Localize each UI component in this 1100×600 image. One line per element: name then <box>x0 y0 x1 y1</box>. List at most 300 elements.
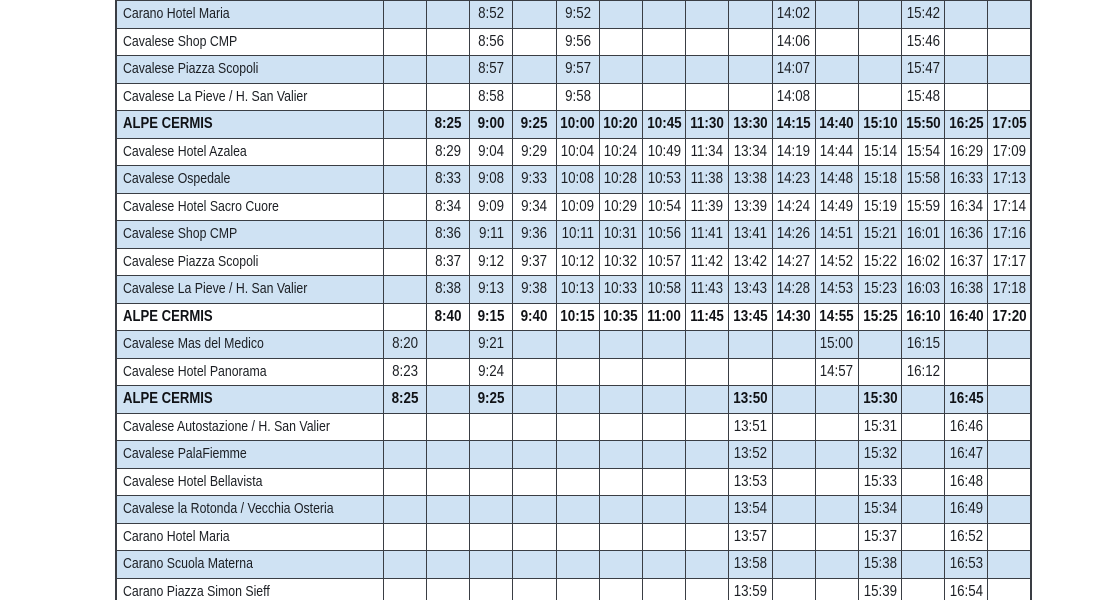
time-cell <box>729 138 772 166</box>
time-cell <box>815 413 858 441</box>
departure-time: 9:24 <box>478 362 505 380</box>
departure-time: 16:15 <box>906 335 940 352</box>
stop-name-cell <box>116 138 383 166</box>
stop-row <box>116 468 1031 496</box>
time-cell <box>988 138 1031 166</box>
time-cell <box>988 413 1031 441</box>
departure-time: 9:40 <box>521 307 548 325</box>
time-cell <box>945 138 988 166</box>
time-cell <box>772 0 815 28</box>
time-cell <box>686 551 729 579</box>
departure-time: 14:49 <box>820 197 854 215</box>
time-cell <box>815 83 858 111</box>
time-cell <box>945 221 988 249</box>
time-cell <box>945 441 988 469</box>
time-cell <box>686 331 729 359</box>
time-cell <box>729 496 772 524</box>
time-cell <box>599 578 642 600</box>
time-cell <box>556 166 599 194</box>
departure-time: 10:32 <box>604 252 638 270</box>
time-cell <box>988 468 1031 496</box>
time-cell <box>988 551 1031 579</box>
departure-time: 10:11 <box>561 225 594 242</box>
departure-time: 13:34 <box>733 142 768 160</box>
departure-time: 10:09 <box>560 197 595 215</box>
time-cell <box>427 0 470 28</box>
time-cell <box>642 578 685 600</box>
time-cell <box>599 386 642 414</box>
stop-name-cell <box>116 28 383 56</box>
time-cell <box>858 276 901 304</box>
stop-name-cell <box>116 358 383 386</box>
departure-time: 16:34 <box>949 197 984 215</box>
departure-time: 17:17 <box>992 252 1026 270</box>
time-cell <box>599 468 642 496</box>
time-cell <box>945 111 988 139</box>
time-cell <box>642 358 685 386</box>
time-cell <box>383 28 426 56</box>
time-cell <box>599 193 642 221</box>
departure-time: 16:02 <box>906 252 940 270</box>
time-cell <box>427 56 470 84</box>
stop-row <box>116 578 1031 600</box>
departure-time: 9:25 <box>521 115 548 132</box>
departure-time: 15:34 <box>863 500 897 517</box>
time-cell <box>945 166 988 194</box>
stop-name: Cavalese Hotel Bellavista <box>123 472 263 490</box>
time-cell <box>945 496 988 524</box>
time-cell <box>427 248 470 276</box>
time-cell <box>729 523 772 551</box>
departure-time: 15:58 <box>906 170 940 187</box>
time-cell <box>556 468 599 496</box>
time-cell <box>513 468 556 496</box>
time-cell <box>902 496 945 524</box>
departure-time: 15:18 <box>863 170 897 187</box>
stop-name: Cavalese la Rotonda / Vecchia Osteria <box>123 500 334 517</box>
departure-time: 9:21 <box>478 335 505 352</box>
time-cell <box>513 221 556 249</box>
time-cell <box>988 193 1031 221</box>
time-cell <box>556 193 599 221</box>
stop-name: Cavalese Shop CMP <box>123 225 238 242</box>
departure-time: 13:53 <box>733 472 768 490</box>
terminus-row <box>116 111 1031 139</box>
departure-time: 8:38 <box>435 280 462 297</box>
time-cell <box>642 276 685 304</box>
departure-time: 11:38 <box>691 170 724 187</box>
stop-row <box>116 413 1031 441</box>
stop-name: Cavalese Ospedale <box>123 170 231 187</box>
time-cell <box>902 578 945 600</box>
time-cell <box>383 83 426 111</box>
time-cell <box>556 138 599 166</box>
time-cell <box>686 468 729 496</box>
time-cell <box>772 56 815 84</box>
time-cell <box>772 193 815 221</box>
departure-time: 14:40 <box>819 115 854 132</box>
departure-time: 11:39 <box>691 197 724 215</box>
time-cell <box>513 193 556 221</box>
time-cell <box>988 386 1031 414</box>
time-cell <box>383 496 426 524</box>
departure-time: 14:15 <box>776 115 811 132</box>
time-cell <box>556 578 599 600</box>
time-cell <box>513 441 556 469</box>
time-cell <box>902 276 945 304</box>
departure-time: 9:00 <box>477 115 505 132</box>
time-cell <box>988 221 1031 249</box>
skibus-timetable <box>115 0 1032 600</box>
time-cell <box>686 221 729 249</box>
time-cell <box>427 276 470 304</box>
time-cell <box>427 303 470 331</box>
time-cell <box>470 83 513 111</box>
time-cell <box>815 28 858 56</box>
time-cell <box>858 303 901 331</box>
time-cell <box>858 138 901 166</box>
time-cell <box>729 303 772 331</box>
stop-name-cell <box>116 276 383 304</box>
time-cell <box>729 248 772 276</box>
time-cell <box>772 358 815 386</box>
time-cell <box>513 0 556 28</box>
time-cell <box>858 28 901 56</box>
stop-name: Cavalese Piazza Scopoli <box>123 252 259 270</box>
stop-name: Cavalese Hotel Azalea <box>123 142 247 160</box>
stop-name: Cavalese PalaFiemme <box>123 445 247 462</box>
departure-time: 11:34 <box>691 142 724 160</box>
time-cell <box>815 166 858 194</box>
departure-time: 9:33 <box>521 170 548 187</box>
departure-time: 16:33 <box>949 170 984 187</box>
time-cell <box>988 303 1031 331</box>
time-cell <box>427 551 470 579</box>
time-cell <box>383 248 426 276</box>
time-cell <box>858 386 901 414</box>
time-cell <box>988 523 1031 551</box>
time-cell <box>902 221 945 249</box>
time-cell <box>556 331 599 359</box>
departure-time: 9:36 <box>521 225 548 242</box>
time-cell <box>427 221 470 249</box>
stop-name-cell <box>116 386 383 414</box>
departure-time: 15:42 <box>906 5 940 22</box>
departure-time: 15:59 <box>906 197 940 215</box>
time-cell <box>772 551 815 579</box>
departure-time: 13:39 <box>733 197 768 215</box>
time-cell <box>642 468 685 496</box>
departure-time: 9:38 <box>521 280 548 297</box>
time-cell <box>470 138 513 166</box>
time-cell <box>642 83 685 111</box>
stop-row <box>116 331 1031 359</box>
time-cell <box>772 496 815 524</box>
time-cell <box>686 166 729 194</box>
time-cell <box>556 28 599 56</box>
time-cell <box>945 386 988 414</box>
departure-time: 14:48 <box>820 170 854 187</box>
time-cell <box>513 83 556 111</box>
time-cell <box>513 303 556 331</box>
time-cell <box>427 166 470 194</box>
departure-time: 17:20 <box>992 307 1027 325</box>
time-cell <box>858 468 901 496</box>
time-cell <box>772 468 815 496</box>
time-cell <box>858 83 901 111</box>
time-cell <box>729 551 772 579</box>
time-cell <box>945 303 988 331</box>
departure-time: 15:22 <box>863 252 897 270</box>
time-cell <box>902 193 945 221</box>
departure-time: 15:00 <box>820 335 854 352</box>
time-cell <box>988 358 1031 386</box>
stop-name: Carano Piazza Simon Sieff <box>123 582 270 600</box>
time-cell <box>556 0 599 28</box>
stop-name-cell <box>116 551 383 579</box>
departure-time: 16:52 <box>949 527 984 545</box>
time-cell <box>988 276 1031 304</box>
time-cell <box>470 441 513 469</box>
time-cell <box>815 221 858 249</box>
stop-row <box>116 551 1031 579</box>
time-cell <box>729 276 772 304</box>
time-cell <box>427 138 470 166</box>
time-cell <box>729 28 772 56</box>
time-cell <box>686 523 729 551</box>
time-cell <box>988 496 1031 524</box>
time-cell <box>858 578 901 600</box>
time-cell <box>988 248 1031 276</box>
time-cell <box>599 303 642 331</box>
time-cell <box>599 248 642 276</box>
departure-time: 9:52 <box>564 5 591 22</box>
departure-time: 9:09 <box>478 197 505 215</box>
time-cell <box>556 496 599 524</box>
departure-time: 9:12 <box>478 252 505 270</box>
time-cell <box>470 358 513 386</box>
departure-time: 10:24 <box>604 142 638 160</box>
time-cell <box>556 413 599 441</box>
time-cell <box>772 523 815 551</box>
time-cell <box>470 331 513 359</box>
time-cell <box>427 468 470 496</box>
departure-time: 14:44 <box>820 142 854 160</box>
stop-name-cell <box>116 166 383 194</box>
departure-time: 8:56 <box>478 32 505 50</box>
time-cell <box>599 28 642 56</box>
stop-name: Cavalese Shop CMP <box>123 32 238 50</box>
stop-name: Cavalese Piazza Scopoli <box>123 60 259 77</box>
departure-time: 16:37 <box>949 252 984 270</box>
time-cell <box>772 413 815 441</box>
departure-time: 13:58 <box>733 555 768 572</box>
departure-time: 9:15 <box>477 307 505 325</box>
stop-row <box>116 221 1031 249</box>
departure-time: 15:47 <box>906 60 940 77</box>
time-cell <box>642 303 685 331</box>
time-cell <box>772 331 815 359</box>
time-cell <box>815 496 858 524</box>
departure-time: 17:09 <box>992 142 1026 160</box>
departure-time: 10:56 <box>647 225 681 242</box>
stop-name: Cavalese Autostazione / H. San Valier <box>123 417 330 435</box>
time-cell <box>642 56 685 84</box>
departure-time: 11:45 <box>690 307 725 325</box>
time-cell <box>642 496 685 524</box>
time-cell <box>427 386 470 414</box>
departure-time: 9:29 <box>521 142 548 160</box>
time-cell <box>902 83 945 111</box>
departure-time: 10:13 <box>560 280 595 297</box>
time-cell <box>642 221 685 249</box>
time-cell <box>470 413 513 441</box>
stop-name-cell <box>116 56 383 84</box>
time-cell <box>815 523 858 551</box>
time-cell <box>686 413 729 441</box>
departure-time: 16:03 <box>906 280 940 297</box>
time-cell <box>772 303 815 331</box>
departure-time: 9:57 <box>564 60 591 77</box>
time-cell <box>945 523 988 551</box>
time-cell <box>858 193 901 221</box>
time-cell <box>945 193 988 221</box>
departure-time: 13:57 <box>733 527 768 545</box>
time-cell <box>686 83 729 111</box>
time-cell <box>902 331 945 359</box>
time-cell <box>858 56 901 84</box>
time-cell <box>427 111 470 139</box>
departure-time: 15:14 <box>863 142 897 160</box>
time-cell <box>470 111 513 139</box>
departure-time: 14:57 <box>820 362 854 380</box>
time-cell <box>556 441 599 469</box>
time-cell <box>642 331 685 359</box>
time-cell <box>686 303 729 331</box>
stop-name: Cavalese Hotel Sacro Cuore <box>123 197 279 215</box>
departure-time: 15:54 <box>906 142 940 160</box>
time-cell <box>470 221 513 249</box>
departure-time: 17:16 <box>992 225 1026 242</box>
departure-time: 8:23 <box>391 362 418 380</box>
time-cell <box>815 551 858 579</box>
time-cell <box>383 578 426 600</box>
time-cell <box>427 193 470 221</box>
departure-time: 16:53 <box>949 555 984 572</box>
departure-time: 9:25 <box>477 390 505 407</box>
departure-time: 13:42 <box>733 252 768 270</box>
departure-time: 16:38 <box>949 280 984 297</box>
departure-time: 10:53 <box>647 170 681 187</box>
departure-time: 15:48 <box>906 87 940 105</box>
time-cell <box>470 276 513 304</box>
stop-name: Cavalese Mas del Medico <box>123 335 264 352</box>
departure-time: 15:38 <box>863 555 897 572</box>
departure-time: 13:30 <box>733 115 768 132</box>
time-cell <box>902 386 945 414</box>
time-cell <box>556 83 599 111</box>
time-cell <box>599 83 642 111</box>
stop-row <box>116 523 1031 551</box>
time-cell <box>902 166 945 194</box>
stop-name-cell <box>116 303 383 331</box>
time-cell <box>470 56 513 84</box>
time-cell <box>642 0 685 28</box>
departure-time: 10:00 <box>560 115 595 132</box>
time-cell <box>772 221 815 249</box>
stop-name-cell <box>116 193 383 221</box>
stop-row <box>116 358 1031 386</box>
time-cell <box>858 413 901 441</box>
time-cell <box>988 578 1031 600</box>
time-cell <box>815 0 858 28</box>
time-cell <box>858 358 901 386</box>
time-cell <box>945 28 988 56</box>
time-cell <box>902 468 945 496</box>
time-cell <box>772 28 815 56</box>
departure-time: 15:30 <box>862 390 898 407</box>
departure-time: 16:12 <box>906 362 940 380</box>
time-cell <box>772 111 815 139</box>
time-cell <box>470 468 513 496</box>
time-cell <box>383 331 426 359</box>
departure-time: 8:29 <box>435 142 462 160</box>
departure-time: 13:54 <box>733 500 768 517</box>
time-cell <box>772 578 815 600</box>
time-cell <box>772 248 815 276</box>
departure-time: 8:25 <box>391 390 419 407</box>
departure-time: 14:51 <box>820 225 854 242</box>
time-cell <box>772 276 815 304</box>
time-cell <box>686 358 729 386</box>
stop-name: Carano Hotel Maria <box>123 5 230 22</box>
time-cell <box>858 0 901 28</box>
stop-name: ALPE CERMIS <box>123 390 213 407</box>
time-cell <box>902 523 945 551</box>
departure-time: 14:26 <box>776 225 811 242</box>
stop-row <box>116 0 1031 28</box>
departure-time: 16:46 <box>949 417 984 435</box>
time-cell <box>556 221 599 249</box>
time-cell <box>599 166 642 194</box>
time-cell <box>729 193 772 221</box>
departure-time: 16:36 <box>949 225 984 242</box>
time-cell <box>470 551 513 579</box>
departure-time: 14:23 <box>776 170 811 187</box>
departure-time: 10:04 <box>560 142 595 160</box>
time-cell <box>556 551 599 579</box>
time-cell <box>599 441 642 469</box>
time-cell <box>686 193 729 221</box>
time-cell <box>686 578 729 600</box>
departure-time: 13:51 <box>733 417 768 435</box>
stop-name-cell <box>116 221 383 249</box>
time-cell <box>988 331 1031 359</box>
time-cell <box>858 248 901 276</box>
stop-row <box>116 496 1031 524</box>
time-cell <box>383 468 426 496</box>
departure-time: 16:10 <box>905 307 941 325</box>
time-cell <box>815 441 858 469</box>
time-cell <box>729 578 772 600</box>
departure-time: 13:41 <box>733 225 768 242</box>
departure-time: 8:25 <box>434 115 462 132</box>
time-cell <box>945 56 988 84</box>
time-cell <box>945 83 988 111</box>
time-cell <box>815 276 858 304</box>
time-cell <box>902 28 945 56</box>
time-cell <box>686 386 729 414</box>
